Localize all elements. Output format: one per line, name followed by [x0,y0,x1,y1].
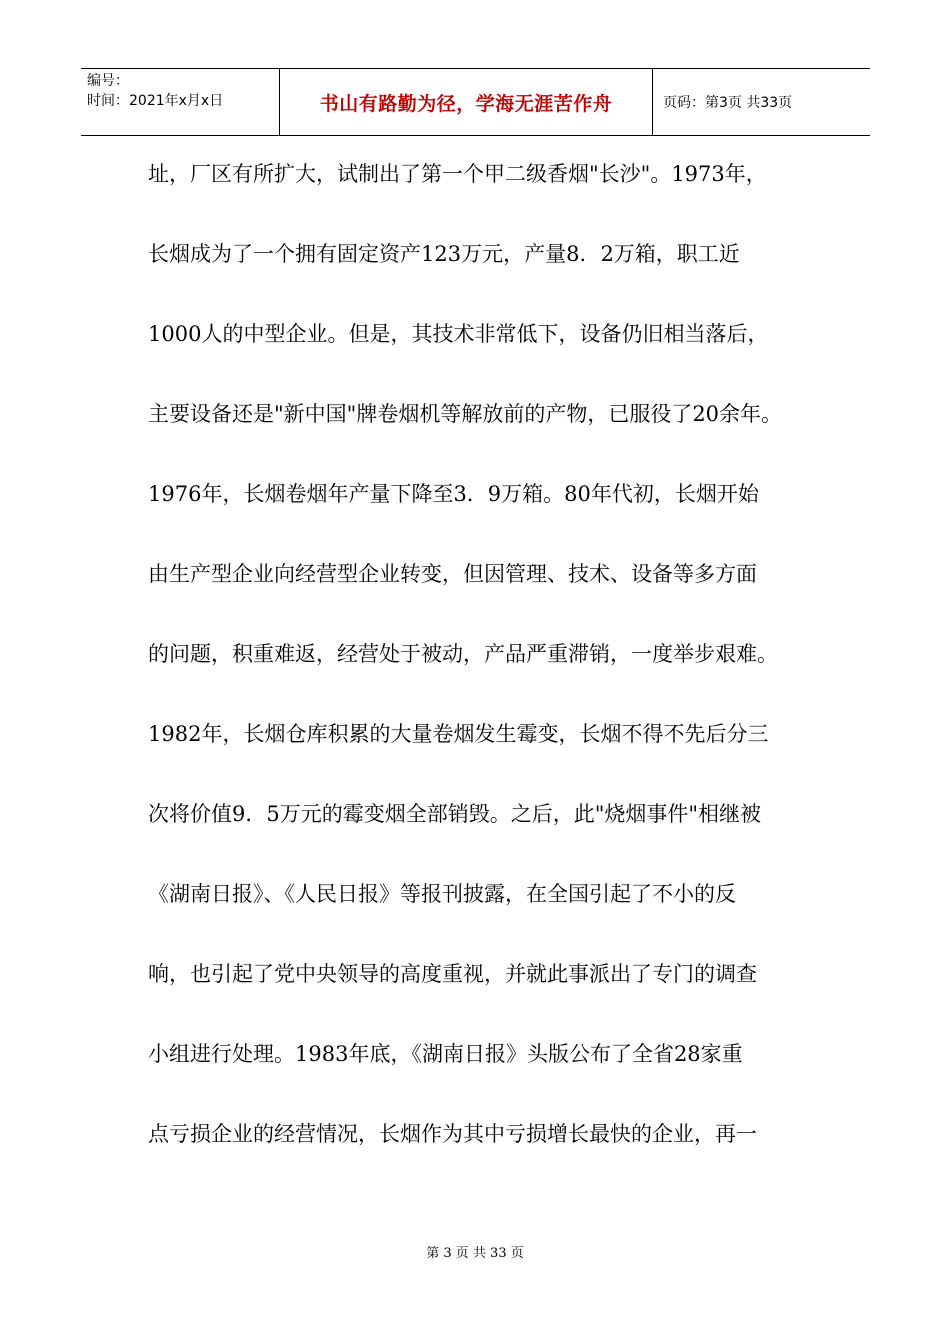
body-line: 小组进行处理。1983年底，《湖南日报》头版公布了全省28家重 [148,1042,743,1066]
document-number-label: 编号： [87,73,129,89]
header-motto-cell [280,69,653,135]
page-header [81,68,870,136]
header-page-cell [653,69,870,135]
header-motto: 书山有路勤为径，学海无涯苦作舟 [319,92,613,115]
body-line: 长烟成为了一个拥有固定资产123万元，产量8．2万箱，职工近 [148,242,740,266]
header-page-code: 页码：第3页 共33页 [663,95,793,111]
body-line: 1976年，长烟卷烟年产量下降至3．9万箱。80年代初，长烟开始 [148,482,759,506]
body-line: 主要设备还是"新中国"牌卷烟机等解放前的产物，已服役了20余年。 [148,402,783,426]
header-meta-cell [81,69,280,135]
body-line: 1982年，长烟仓库积累的大量卷烟发生霉变，长烟不得不先后分三 [148,722,769,746]
body-line: 由生产型企业向经营型企业转变，但因管理、技术、设备等多方面 [148,562,757,586]
body-text [148,160,828,1200]
body-line: 址，厂区有所扩大，试制出了第一个甲二级香烟"长沙"。1973年， [148,162,767,186]
body-line: 1000人的中型企业。但是，其技术非常低下，设备仍旧相当落后， [148,322,769,346]
page-footer: 第 3 页 共 33 页 [426,1246,524,1261]
body-line: 的问题，积重难返，经营处于被动，产品严重滞销，一度举步艰难。 [148,642,778,666]
body-line: 响，也引起了党中央领导的高度重视，并就此事派出了专门的调查 [148,962,757,986]
body-line: 次将价值9．5万元的霉变烟全部销毁。之后，此"烧烟事件"相继被 [148,802,762,826]
body-line: 点亏损企业的经营情况，长烟作为其中亏损增长最快的企业，再一 [148,1122,757,1146]
body-line: 《湖南日报》、《人民日报》等报刊披露，在全国引起了不小的反 [148,882,736,906]
document-time-label: 时间：2021年x月x日 [87,93,224,109]
